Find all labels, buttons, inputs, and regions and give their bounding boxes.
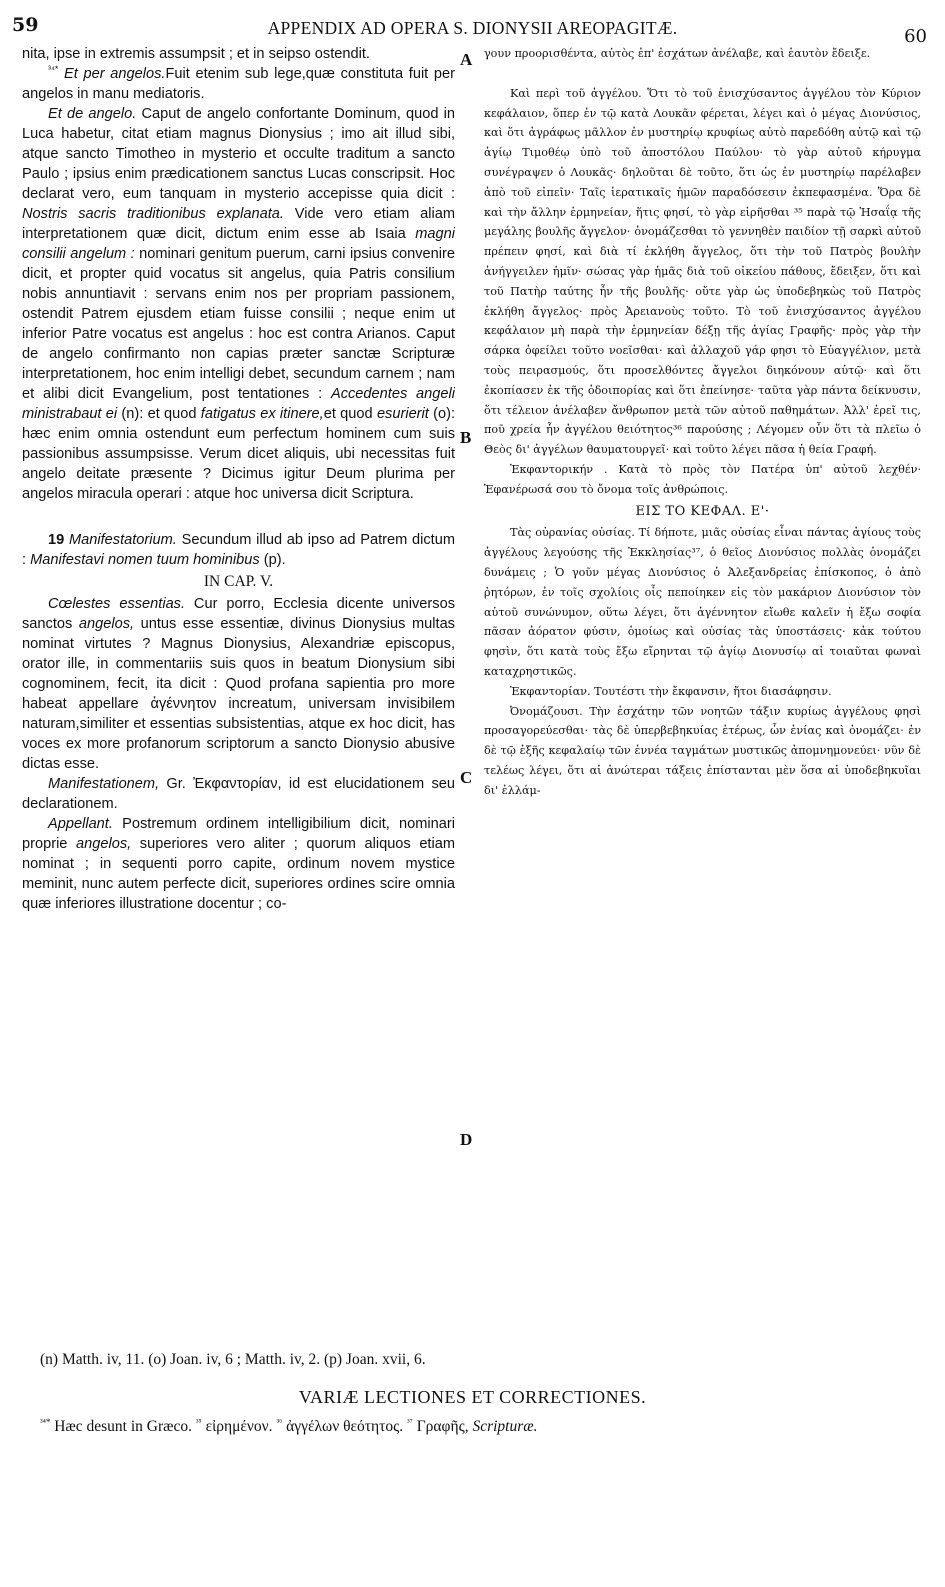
chapter-heading-latin: IN CAP. V. bbox=[203, 573, 274, 590]
greek-column bbox=[484, 44, 921, 1336]
latin-column bbox=[22, 44, 455, 1336]
variant-text: εἰρημένον. bbox=[201, 1418, 277, 1435]
lemma: Appellant. bbox=[48, 816, 113, 832]
section-number: 19 bbox=[48, 532, 65, 548]
quote: fatigatus ex itinere, bbox=[200, 406, 324, 422]
note-number: ³⁴* bbox=[48, 64, 59, 75]
footnotes: (n) Matth. iv, 11. (o) Joan. iv, 6 ; Matth. iv, 2. (p) Joan. xvii, 6. bbox=[40, 1351, 426, 1368]
latin-paragraph bbox=[22, 104, 455, 504]
lemma: Et per angelos. bbox=[64, 66, 166, 82]
margin-letter-c: C bbox=[460, 768, 473, 787]
text: superiores vero aliter ; quorum aliquos etiam nominat ; in sequenti porro capite, ordinum novem mystice meminit, nunc autem perfecte dicit, superiores ordines scire omnia quæ inferiores illustratione docentur ; co- bbox=[22, 836, 455, 912]
greek-paragraph: Καὶ περὶ τοῦ ἀγγέλου. Ὅτι τὸ τοῦ ἐνισχύσαντος ἀγγέλου τὸν Κύριον κεφάλαιον, ὅπερ ἐν τῷ κατὰ Λουκᾶν φέρεται, λέγει καὶ ὁ μέγας Διονύσιος, καὶ ὅτι ἀγράφως μᾶλλον ἐν μυστηρίῳ κρυφίως αὐτὸ παρεδόθη αὐτῷ καὶ τῷ ἁγίῳ Τιμοθέῳ ὑπὸ τοῦ ἀποστόλου Παύλου· τὸ γὰρ αὐτοῦ κήρυγμα συνέγραψεν ὁ Λουκᾶς· δηλοῦται δὲ τοῦτο, ὅτι ὡς ἐν μυστηρίῳ παρέλαβεν ἀπὸ τοῦ εἰπεῖν· Ταῖς ἱερατικαῖς ἡμῶν παραδόσεσιν ἐκπεφασμένα. Ὅρα δὲ καὶ τὴν ἄλλην ἑρμηνείαν, ἥτις φησί, τὸ γὰρ εἰρῆσθαι ³⁵ παρὰ τῷ Ἡσαΐᾳ τῆς μεγάλης βουλῆς ἄγγελον· ὀνομάζεσθαι τὸ γεννηθὲν παιδίον τῇ σαρκὶ αὐτοῦ πρέπειν φησί, καὶ διὰ τί ἐκλήθη ἄγγελος, ὅτι τὴν τοῦ Πατρὸς βουλὴν ἀνήγγειλεν ἡμῖν· σώσας γὰρ ἡμᾶς διὰ τοῦ οἰκείου πάθους, ἔδειξεν, ὅτι καὶ τοῦ Πατὴρ ταύτης ἦν τῆς βουλῆς· οὔτε γὰρ ὡς ὑποδεβηκὼς τοῦ Πατρὸς ἐκλήθη ἄγγελος· πρὸς Ἀρειανοὺς τοῦτο. Τὸ τοῦ ἐνισχύσαντος ἀγγέλου κεφάλαιον μὴ παρὰ τὴν ἑρμηνείαν δέξῃ τῆς ἁγίας Γραφῆς· πρὸς γὰρ τὴν σάρκα ὀφείλει τοῦτο νοεῖσθαι· καὶ ἀλλαχοῦ γάρ φησι τὸ Εὐαγγέλιον, μετὰ τοὺς πειρασμούς, ὅτι προσελθόντες ἄγγελοι διηκόνουν αὐτῷ· καὶ ὅτι ἐκοπίασεν ἐκ τῆς ὁδοιπορίας καὶ ὅτι ἐπείνησε· ταῦτα γὰρ πάντα δείκνυσιν, ὅτι τέλειον ἀνέλαβεν ἄνθρωπον μετὰ τῶν αὐτοῦ παθημάτων. Ἀλλ' ἐρεῖ τις, ποῦ χρεία ἦν ἀγγέλου θειότητος³⁶ παρούσης ; Λέγομεν οὖν ὅτι τὰ πλεῖω ὁ Θεὸς δι' ἀγγέλων θαυματουργεῖ· καὶ τοῦτο λέγει πᾶσα ἡ θεία Γραφή. bbox=[484, 86, 921, 457]
text: Postremum ordinem intelligibilium dicit, nominari proprie bbox=[22, 816, 455, 852]
greek-paragraph: γουν προορισθέντα, αὐτὸς ἐπ' ἐσχάτων ἀνέλαβε, καὶ ἑαυτὸν ἔδειξε. bbox=[484, 47, 871, 60]
text: Fuit etenim sub lege,quæ constituta fuit per angelos in manu mediatoris. bbox=[22, 66, 455, 102]
variant-text: Scripturæ. bbox=[472, 1418, 538, 1435]
margin-letter-d: D bbox=[460, 1130, 473, 1149]
lemma: Manifestatorium. bbox=[68, 532, 177, 548]
latin-paragraph bbox=[22, 594, 455, 774]
latin-paragraph bbox=[22, 44, 455, 64]
chapter-heading-greek: ΕΙΣ ΤΟ ΚΕΦΑΛ. Ε'· bbox=[635, 503, 770, 519]
quote: angelos, bbox=[76, 836, 132, 852]
page-number-right: 60 bbox=[904, 26, 927, 47]
variae-lectiones-title: VARIÆ LECTIONES ET CORRECTIONES. bbox=[298, 1387, 647, 1407]
latin-paragraph bbox=[22, 530, 455, 570]
text: nita, ipse in extremis assumpsit ; et in seipso ostendit. bbox=[22, 46, 370, 62]
note-number: ³⁷ bbox=[406, 1416, 413, 1427]
text: (o): hæc enim omnia ostendunt eum perfectum hominem cum suis passionibus assumpsisse. Verum dicet aliquis, ubi necessitas fuit angelo deitate præsente ? Dicimus igitur Deum plurima per angelos miracula operari : atque hoc universa dicit Scriptura. bbox=[22, 406, 455, 502]
quote: Accedentes angeli ministrabaut ei bbox=[22, 386, 455, 422]
latin-paragraph bbox=[22, 814, 455, 914]
text: Gr. Ἐκφαντορίαν, id est elucidationem seu declarationem. bbox=[22, 776, 455, 812]
text: et quod bbox=[323, 406, 377, 422]
quote: Manifestavi nomen tuum hominibus bbox=[30, 552, 260, 568]
quote: magni consilii angelum : bbox=[22, 226, 455, 262]
text: Cur porro, Ecclesia dicente universos sanctos bbox=[22, 596, 455, 632]
note-number: ³⁴* bbox=[40, 1416, 51, 1427]
text: Vide vero etiam aliam interpretationem quæ dicit, dictum enim esse ab Isaia bbox=[22, 206, 455, 242]
text: (n): et quod bbox=[117, 406, 201, 422]
lemma: Et de angelo. bbox=[48, 106, 137, 122]
text: untus esse essentiæ, divinus Dionysius multas nominat virtutes ? Magnus Dionysius, Alexandriæ episcopus, orator ille, in commentariis suis quos in beatum Dionysium sibi cognominem, fecit, ita dicit : Quod profana sapientia pro more habeat appellare ἀγέννητον increatum, universam invisibilem naturam,similiter et essentias subsistentias, atque ex hoc dicit, has voces ex more profanorum scriptorum a sancto Dionysio abusive dictas esse. bbox=[22, 616, 455, 772]
variant-text: Hæc desunt in Græco. bbox=[50, 1418, 196, 1435]
latin-paragraph bbox=[22, 64, 455, 104]
quote: esurierit bbox=[376, 406, 429, 422]
variae-lectiones bbox=[40, 1418, 930, 1436]
variant-text: Γραφῆς, bbox=[412, 1418, 473, 1435]
latin-paragraph bbox=[22, 774, 455, 814]
text: Secundum illud ab ipso ad Patrem dictum : bbox=[22, 532, 455, 568]
margin-letter-b: B bbox=[460, 428, 472, 447]
page-number-left: 59 bbox=[12, 14, 39, 36]
note-number: ³⁶ bbox=[276, 1416, 283, 1427]
greek-paragraph: Ὀνομάζουσι. Τὴν ἐσχάτην τῶν νοητῶν τάξιν κυρίως ἀγγέλους φησὶ προσαγορεύεσθαι· τὰς δὲ ὑπερβεβηκυίας ἑτέρως, ὧν ἐνίας καὶ ὀνομάζει· ἐν δὲ τῷ ἑξῆς κεφαλαίῳ τῶν ἐννέα ταγμάτων μυστικῶς ἀπομνημονεύει· νῦν δὲ τελέως λέγει, ὅτι αἱ ἀνώτεραι τάξεις ἐπίστανται μὲν ὅσα αἱ ὑποδεβηκυῖαι δι' ἐλλάμ- bbox=[484, 704, 921, 797]
quote: angelos, bbox=[78, 616, 135, 632]
greek-paragraph: Ἐκφαντορίαν. Τουτέστι τὴν ἔκφανσιν, ἤτοι διασάφησιν. bbox=[510, 684, 832, 698]
quote: Nostris sacris traditionibus explanata. bbox=[22, 206, 284, 222]
text: nominari genitum puerum, carni ipsius convenire dicit, et propter quid vocatus sit angelus, quia Patris consilium nobis annuntiavit : servans enim nos per propriam passionem, ostendit Patrem ejusdem etiam fuisse consilii ; neque enim ut inferior Patre vocatus est angelus : hoc est contra Arianos. Caput de angelo confirmanto non capias præter sanctæ Scripturæ interpretationem, hoc enim intelligi debet, secundum carnem ; nam et alibi dicit Evangelium, post tentationes : bbox=[22, 246, 455, 402]
running-title: APPENDIX AD OPERA S. DIONYSII AREOPAGITÆ. bbox=[267, 18, 678, 38]
greek-paragraph: Ἐκφαντορικήν . Κατὰ τὸ πρὸς τὸν Πατέρα ὑπ' αὐτοῦ λεχθέν· Ἐφανέρωσά σου τὸ ὄνομα τοῖς ἀνθρώποις. bbox=[484, 462, 921, 496]
lemma: Cœlestes essentias. bbox=[48, 596, 186, 612]
variant-text: ἀγγέλων θεότητος. bbox=[282, 1418, 407, 1435]
margin-letter-a: A bbox=[460, 50, 473, 69]
text: Caput de angelo confortante Dominum, quod in Luca habetur, citat etiam magnus Dionysius ; imo ait illud sibi, atque sancto Timotheo in mysterio et occulte traditum a sancto Paulo ; ipsius enim prædicationem sanctus Lucas conscripsit. Hoc declarat vero, eum tanquam in mysterio accepisse quia dicit : bbox=[22, 106, 455, 202]
note-number: ³⁵ bbox=[195, 1416, 202, 1427]
running-header bbox=[0, 8, 945, 47]
greek-paragraph: Τὰς οὐρανίας οὐσίας. Τί δήποτε, μιᾶς οὐσίας εἶναι πάντας ἁγίους τοὺς ἀγγέλους λεγούσης τῆς Ἐκκλησίας³⁷, ὁ θεῖος Διονύσιος πολλὰς ὀνομάζει δυνάμεις ; Ὁ γοῦν μέγας Διονύσιος ὁ Ἀλεξανδρείας ἐπίσκοπος, ὁ ἀπὸ ῥητόρων, ἐν τοῖς σχολίοις οἷς πεποίηκεν εἰς τὸν μακάριον Διονύσιον τὸν αὐτοῦ συνώνυμον, οὕτω λέγει, ὅτι ἀγέννητον εἴωθε καλεῖν ἡ ἔξω σοφία πᾶσαν ἀόρατον φύσιν, ὁμοίως καὶ οὐσίας τὰς ὑποστάσεις· κἀκ τούτου φησὶν, ὅτι κατὰ τοὺς ἔξω εἴρηνται τῷ ἁγίῳ Διονυσίῳ αἱ τοιαῦται φωναὶ καταχρηστικῶς. bbox=[484, 526, 921, 678]
text: (p). bbox=[259, 552, 286, 568]
lemma: Manifestationem, bbox=[48, 776, 160, 792]
